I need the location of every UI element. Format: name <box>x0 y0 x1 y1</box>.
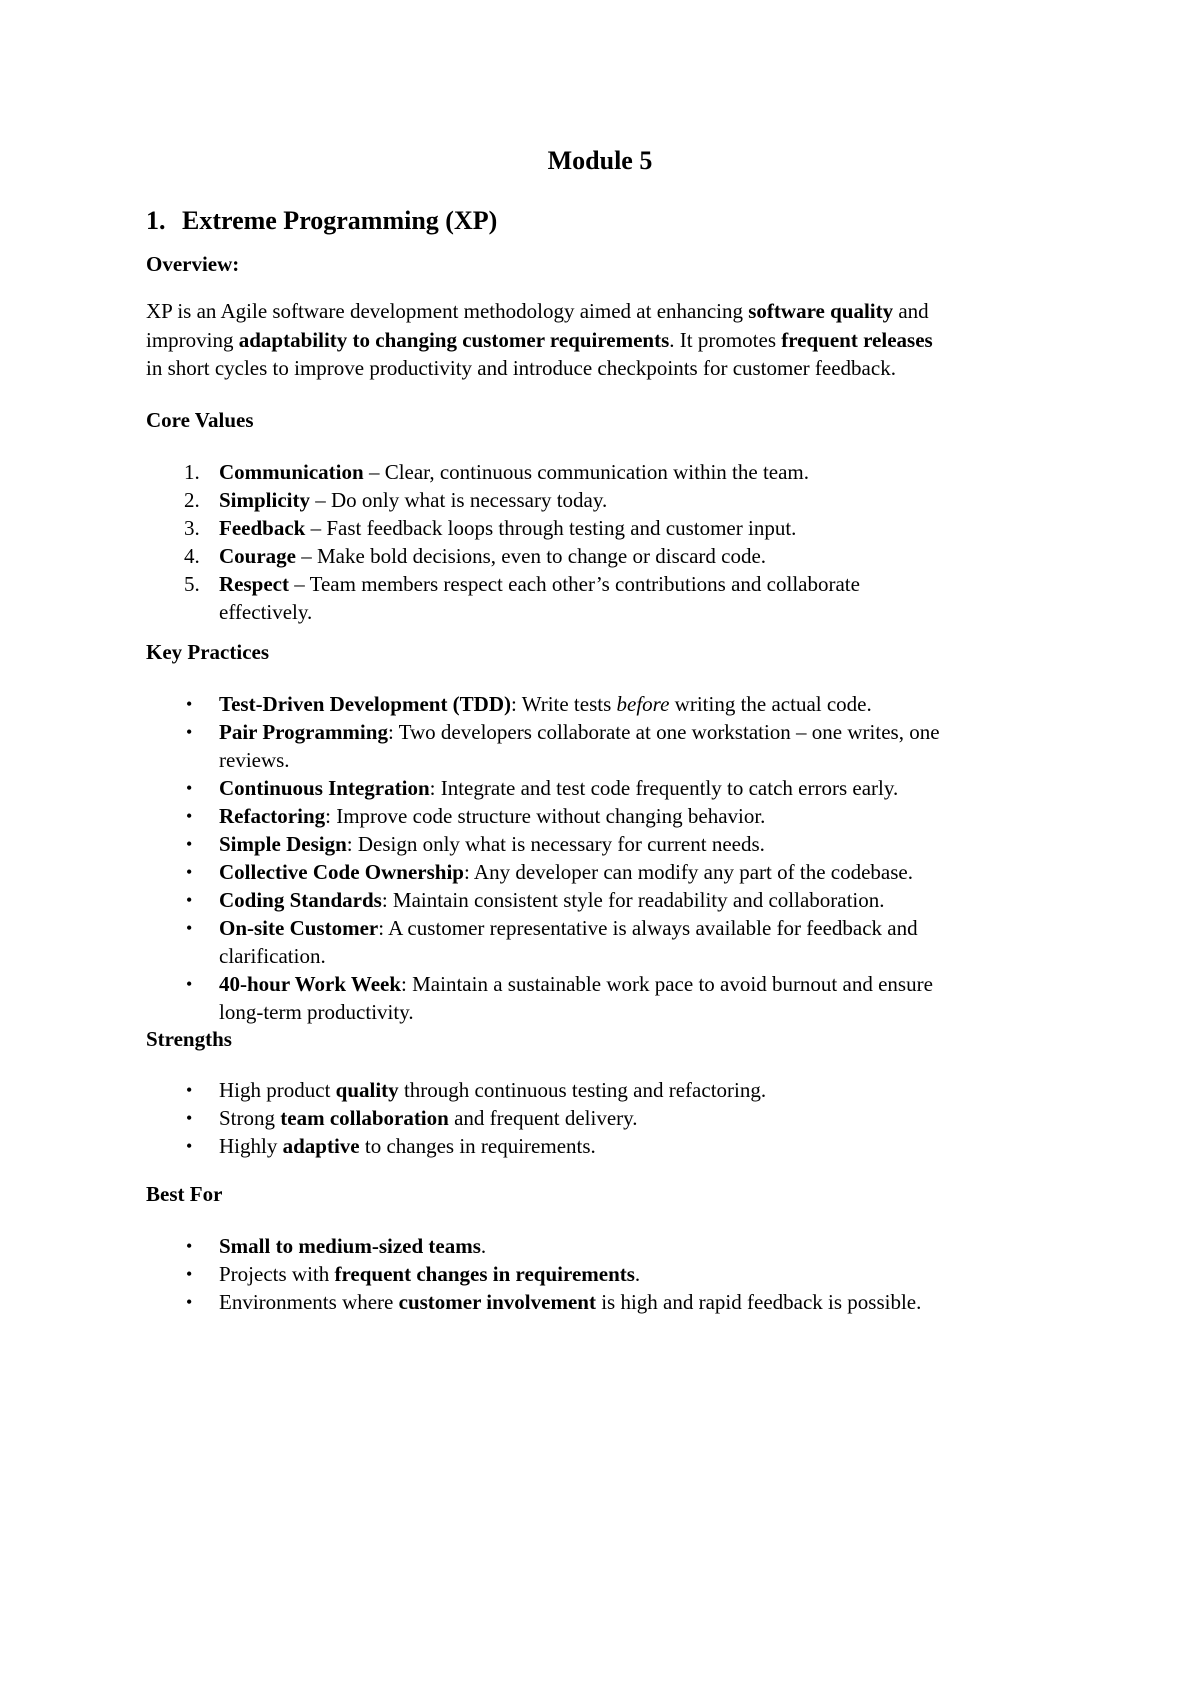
core-values-heading: Core Values <box>146 408 254 432</box>
key-practice-item <box>146 774 1086 802</box>
list-number: 1. <box>184 460 200 484</box>
bullet-icon: • <box>186 862 193 882</box>
key-practice-item <box>146 970 1086 1026</box>
text-run: Highly <box>219 1134 283 1158</box>
bold-text: Collective Code Ownership <box>219 860 464 884</box>
list-item-line <box>219 1104 1086 1132</box>
text-run: reviews. <box>219 748 290 772</box>
text-run: : Two developers collaborate at one workstation – one writes, one <box>387 720 940 744</box>
list-item-line <box>219 1132 1086 1160</box>
text-run: through continuous testing and refactoring. <box>398 1078 767 1102</box>
list-item-line <box>219 858 1086 886</box>
bold-text: Small to medium-sized teams <box>219 1234 481 1258</box>
bullet-icon: • <box>186 1236 193 1256</box>
bold-text: team collaboration <box>280 1106 449 1130</box>
list-item-line <box>219 1260 1086 1288</box>
key-practice-item <box>146 718 1086 774</box>
bullet-icon: • <box>186 1136 193 1156</box>
text-run: – Do only what is necessary today. <box>310 488 608 512</box>
best-for-item <box>146 1232 1086 1260</box>
bullet-icon: • <box>186 918 193 938</box>
bullet-icon: • <box>186 778 193 798</box>
list-item-line <box>219 830 1086 858</box>
strengths-heading: Strengths <box>146 1027 232 1051</box>
page-title: Module 5 <box>547 146 653 175</box>
overview-paragraph <box>146 297 1086 383</box>
bold-text: adaptive <box>282 1134 360 1158</box>
list-item-line <box>219 886 1086 914</box>
text-run: effectively. <box>219 600 313 624</box>
text-run: . <box>480 1234 487 1258</box>
text-run: : Improve code structure without changing behavior. <box>325 804 766 828</box>
bold-text: Test-Driven Development (TDD) <box>219 692 512 716</box>
list-item-line <box>219 1076 1086 1104</box>
bold-text: Respect <box>219 572 289 596</box>
bullet-icon: • <box>186 974 193 994</box>
list-item-line <box>219 970 1086 998</box>
bold-text: adaptability to changing customer requirements <box>238 327 670 352</box>
text-run: – Fast feedback loops through testing and customer input. <box>305 516 797 540</box>
list-item-line <box>219 914 1086 942</box>
list-item-line <box>219 570 1086 598</box>
bold-text: Simplicity <box>219 488 311 512</box>
list-number: 3. <box>184 516 200 540</box>
core-values-list <box>146 458 1086 626</box>
overview-heading: Overview: <box>146 252 240 276</box>
bullet-icon: • <box>186 806 193 826</box>
key-practice-item <box>146 914 1086 970</box>
bullet-icon: • <box>186 694 193 714</box>
bold-text: Refactoring <box>219 804 326 828</box>
paragraph-line <box>146 354 1086 383</box>
bullet-icon: • <box>186 1292 193 1312</box>
text-run: . It promotes <box>669 327 782 352</box>
list-item-line <box>219 718 1086 746</box>
text-run: Projects with <box>219 1262 335 1286</box>
text-run: – Make bold decisions, even to change or discard code. <box>296 544 767 568</box>
key-practice-item <box>146 886 1086 914</box>
core-value-item <box>146 570 1086 626</box>
strength-item <box>146 1132 1086 1160</box>
list-item-line <box>219 802 1086 830</box>
text-run: : Any developer can modify any part of the codebase. <box>463 860 913 884</box>
list-item-line <box>219 774 1086 802</box>
core-value-item <box>146 486 1086 514</box>
core-value-item <box>146 514 1086 542</box>
best-for-item <box>146 1260 1086 1288</box>
bullet-icon: • <box>186 834 193 854</box>
text-run: Strong <box>219 1106 281 1130</box>
text-run: and <box>893 299 929 323</box>
strengths-list <box>146 1076 1086 1160</box>
text-run: : Maintain consistent style for readability and collaboration. <box>381 888 885 912</box>
text-run: is high and rapid feedback is possible. <box>595 1290 922 1314</box>
list-item-line <box>219 1232 1086 1260</box>
text-run: Environments where <box>219 1290 399 1314</box>
list-item-line <box>219 690 1086 718</box>
bold-text: Pair Programming <box>219 720 388 744</box>
text-run: – Team members respect each other’s contributions and collaborate <box>288 572 860 596</box>
section-number: 1. <box>146 206 166 235</box>
bullet-icon: • <box>186 890 193 910</box>
section-heading <box>146 204 497 238</box>
bold-text: Simple Design <box>219 832 347 856</box>
text-run: : Integrate and test code frequently to catch errors early. <box>429 776 899 800</box>
key-practices-heading: Key Practices <box>146 640 270 664</box>
text-run: in short cycles to improve productivity and introduce checkpoints for customer feedback. <box>146 356 896 380</box>
bold-text: Communication <box>219 460 364 484</box>
list-item-line <box>219 486 1086 514</box>
text-run: : Design only what is necessary for current needs. <box>346 832 765 856</box>
bold-text: On-site Customer <box>219 916 379 940</box>
key-practice-item <box>146 802 1086 830</box>
paragraph-line <box>146 297 1086 326</box>
italic-text: before <box>616 692 670 716</box>
key-practices-list <box>146 690 1086 1026</box>
bold-text: 40-hour Work Week <box>219 972 402 996</box>
bold-text: software quality <box>748 299 894 323</box>
strength-item <box>146 1104 1086 1132</box>
bold-text: quality <box>335 1078 399 1102</box>
section-title: Extreme Programming (XP) <box>182 206 498 235</box>
list-item-line <box>219 1288 1086 1316</box>
text-run: and frequent delivery. <box>448 1106 638 1130</box>
text-run: writing the actual code. <box>669 692 872 716</box>
text-run: High product <box>219 1078 336 1102</box>
text-run: clarification. <box>219 944 326 968</box>
bold-text: Coding Standards <box>219 888 382 912</box>
text-run: improving <box>146 327 239 352</box>
text-run: to changes in requirements. <box>359 1134 596 1158</box>
bold-text: frequent changes in requirements <box>334 1262 635 1286</box>
key-practice-item <box>146 690 1086 718</box>
bold-text: customer involvement <box>398 1290 596 1314</box>
text-run: long-term productivity. <box>219 1000 414 1024</box>
text-run: : A customer representative is always available for feedback and <box>378 916 918 940</box>
bold-text: Feedback <box>219 516 306 540</box>
bullet-icon: • <box>186 1264 193 1284</box>
paragraph-line <box>146 326 1086 355</box>
list-item-line <box>219 458 1086 486</box>
bullet-icon: • <box>186 1108 193 1128</box>
core-value-item <box>146 458 1086 486</box>
bold-text: frequent releases <box>781 327 933 352</box>
text-run: XP is an Agile software development methodology aimed at enhancing <box>146 299 749 323</box>
strength-item <box>146 1076 1086 1104</box>
list-item-line <box>219 542 1086 570</box>
list-number: 2. <box>184 488 200 512</box>
bullet-icon: • <box>186 722 193 742</box>
list-item-line <box>219 598 1086 626</box>
text-run: : Write tests <box>511 692 617 716</box>
best-for-heading: Best For <box>146 1182 223 1206</box>
text-run: – Clear, continuous communication within the team. <box>363 460 810 484</box>
list-number: 4. <box>184 544 200 568</box>
bold-text: Courage <box>219 544 296 568</box>
text-run: . <box>634 1262 641 1286</box>
bold-text: Continuous Integration <box>219 776 430 800</box>
best-for-item <box>146 1288 1086 1316</box>
bullet-icon: • <box>186 1080 193 1100</box>
list-item-line <box>219 514 1086 542</box>
list-number: 5. <box>184 572 200 596</box>
list-item-line <box>219 942 1086 970</box>
key-practice-item <box>146 858 1086 886</box>
text-run: : Maintain a sustainable work pace to avoid burnout and ensure <box>401 972 933 996</box>
best-for-list <box>146 1232 1086 1316</box>
list-item-line <box>219 746 1086 774</box>
core-value-item <box>146 542 1086 570</box>
key-practice-item <box>146 830 1086 858</box>
list-item-line <box>219 998 1086 1026</box>
